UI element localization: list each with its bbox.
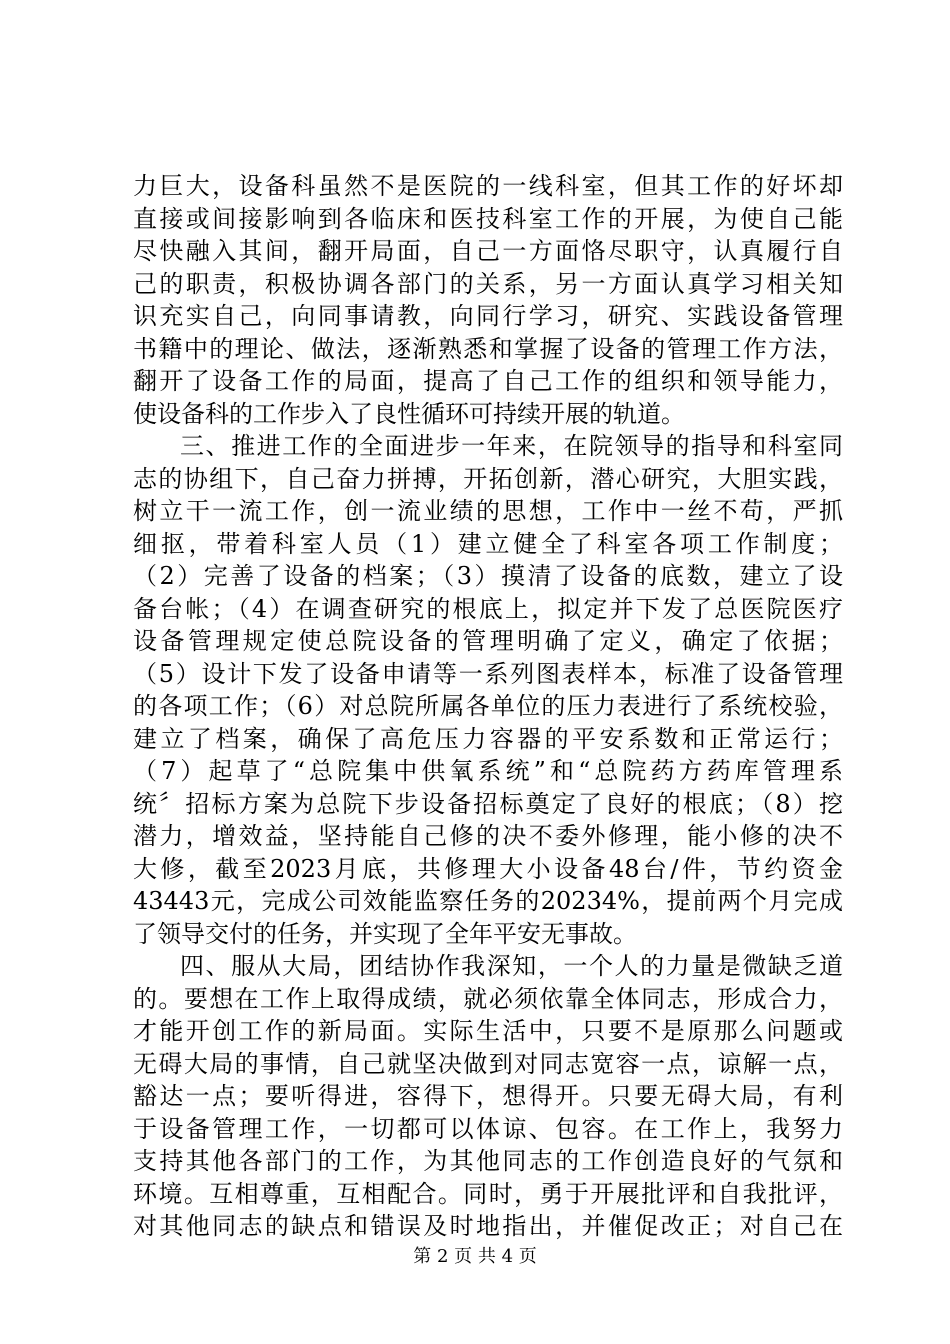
text-line: 豁达一点；要听得进，容得下，想得开。只要无碍大局，有利 [133,1082,843,1110]
text-line: 统〞招标方案为总院下步设备招标奠定了良好的根底；（8）挖 [133,789,843,818]
text-line: 志的协组下，自己奋力拼搏，开拓创新，潜心研究，大胆实践， [133,464,843,493]
text-line: 力巨大，设备科虽然不是医院的一线科室，但其工作的好坏却 [133,172,843,200]
text-line: 43443元，完成公司效能监察任务的20234%，提前两个月完成 [133,887,843,915]
text-line: 翻开了设备工作的局面，提高了自己工作的组织和领导能力， [133,367,843,395]
text-line: （7）起草了“总院集中供氧系统”和“总院药方药库管理系 [133,757,843,785]
text-line: 才能开创工作的新局面。实际生活中，只要不是原那么问题或 [133,1017,843,1045]
page-number-footer: 第 2 页 共 4 页 [413,1246,537,1267]
text-line: 细抠，带着科室人员（1）建立健全了科室各项工作制度； [133,529,843,558]
text-line: 设备管理规定使总院设备的管理明确了定义，确定了依据； [133,627,843,655]
text-line: 使设备科的工作步入了良性循环可持续开展的轨道。 [133,399,685,428]
text-line: （5）设计下发了设备申请等一系列图表样本，标准了设备管理 [133,659,843,688]
text-line: 无碍大局的事情，自己就坚决做到对同志宽容一点，谅解一点， [133,1049,843,1078]
text-line: 尽快融入其间，翻开局面，自己一方面恪尽职守，认真履行自 [133,237,843,265]
text-line: 备台帐；（4）在调查研究的根底上，拟定并下发了总医院医疗 [133,594,843,623]
text-line: 了领导交付的任务，并实现了全年平安无事故。 [133,919,637,948]
text-line: 识充实自己，向同事请教，向同行学习，研究、实践设备管理 [133,302,843,330]
text-line: 己的职责，积极协调各部门的关系，另一方面认真学习相关知 [133,269,843,298]
text-line: 环境。互相尊重，互相配合。同时，勇于开展批评和自我批评， [133,1179,843,1208]
text-line: 支持其他各部门的工作，为其他同志的工作创造良好的气氛和 [133,1147,843,1175]
text-line: 直接或间接影响到各临床和医技科室工作的开展，为使自己能 [133,204,843,233]
text-line: 于设备管理工作，一切都可以体谅、包容。在工作上，我努力 [133,1114,843,1143]
section-three-first-line: 三、推进工作的全面进步一年来，在院领导的指导和科室同 [180,432,843,460]
text-line: 潜力，增效益，坚持能自己修的决不委外修理，能小修的决不 [133,822,843,850]
text-line: 的各项工作；（6）对总院所属各单位的压力表进行了系统校验， [133,692,843,720]
section-four-first-line: 四、服从大局，团结协作我深知，一个人的力量是微缺乏道 [180,952,843,980]
text-line: 建立了档案，确保了高危压力容器的平安系数和正常运行； [133,724,843,753]
text-line: 书籍中的理论、做法，逐渐熟悉和掌握了设备的管理工作方法， [133,334,843,363]
text-line: 树立干一流工作，创一流业绩的思想，工作中一丝不苟，严抓 [133,497,843,525]
text-line: 对其他同志的缺点和错误及时地指出，并催促改正；对自己在 [133,1212,843,1240]
text-line: 大修，截至2023月底，共修理大小设备48台/件，节约资金 [133,854,843,883]
text-line: 的。要想在工作上取得成绩，就必须依靠全体同志，形成合力， [133,984,843,1013]
text-line: （2）完善了设备的档案；（3）摸清了设备的底数，建立了设 [133,562,843,590]
